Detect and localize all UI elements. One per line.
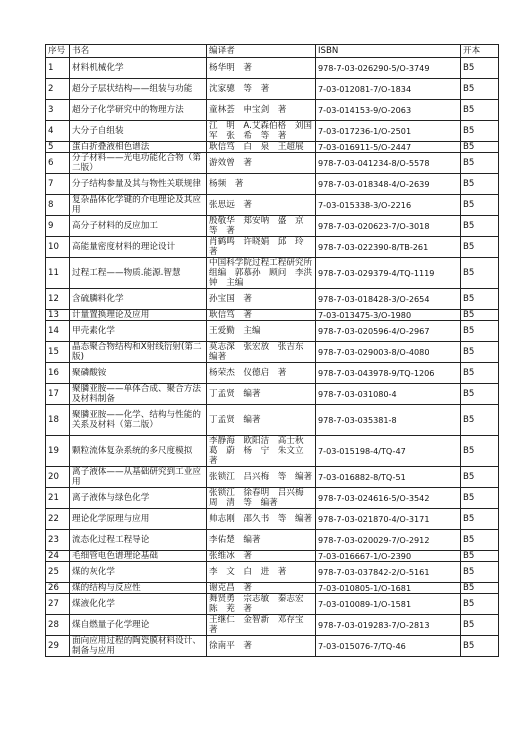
table-row	[46, 121, 499, 142]
book-format: B5	[461, 436, 499, 467]
book-title: 聚磷酸铵	[70, 363, 207, 384]
book-isbn: 7-03-014153-9/O-2063	[316, 100, 461, 121]
table-row	[46, 594, 499, 615]
book-editors: 丁孟贤 编著	[207, 384, 316, 405]
table-row	[46, 363, 499, 384]
row-index: 25	[46, 562, 70, 583]
book-format: B5	[461, 594, 499, 615]
book-editors: 丁孟贤 编著	[207, 405, 316, 436]
table-row	[46, 79, 499, 100]
header-format: 开本	[461, 45, 499, 58]
book-format: B5	[461, 551, 499, 562]
book-isbn: 978-7-03-043978-9/TQ-1206	[316, 363, 461, 384]
book-isbn: 978-7-03-024616-5/O-3542	[316, 488, 461, 509]
book-isbn: 978-7-03-031080-4	[316, 384, 461, 405]
table-row	[46, 405, 499, 436]
table-row	[46, 551, 499, 562]
book-format: B5	[461, 583, 499, 594]
book-editors: 张锁江 吕兴梅 等 编著	[207, 467, 316, 488]
book-format: B5	[461, 488, 499, 509]
book-isbn: 7-03-015076-7/TQ-46	[316, 636, 461, 657]
row-index: 3	[46, 100, 70, 121]
book-isbn: 7-03-017236-1/O-2501	[316, 121, 461, 142]
row-index: 10	[46, 237, 70, 258]
table-row	[46, 321, 499, 342]
book-isbn: 7-03-013475-3/O-1980	[316, 310, 461, 321]
book-format: B5	[461, 216, 499, 237]
header-editors: 编译者	[207, 45, 316, 58]
book-editors: 中国科学院过程工程研究所 组编 郭慕孙 顾问 李洪钟 主编	[207, 258, 316, 289]
book-format: B5	[461, 384, 499, 405]
book-title: 高分子材料的反应加工	[70, 216, 207, 237]
table-row	[46, 436, 499, 467]
book-editors: 李 文 白 进 著	[207, 562, 316, 583]
book-editors: 童林荟 申宝剑 著	[207, 100, 316, 121]
row-index: 18	[46, 405, 70, 436]
book-title: 高能量密度材料的理论设计	[70, 237, 207, 258]
table-row	[46, 467, 499, 488]
table-row	[46, 153, 499, 174]
book-editors: 游效曾 著	[207, 153, 316, 174]
row-index: 9	[46, 216, 70, 237]
row-index: 11	[46, 258, 70, 289]
book-title: 聚膦亚胺——化学、结构与性能的关系及材料（第二版）	[70, 405, 207, 436]
book-title: 蛋白折叠液相色谱法	[70, 142, 207, 153]
book-title: 聚膦亚胺——单体合成、聚合方法及材料制备	[70, 384, 207, 405]
book-format: B5	[461, 174, 499, 195]
book-format: B5	[461, 237, 499, 258]
table-row	[46, 142, 499, 153]
book-title: 煤的灰化学	[70, 562, 207, 583]
book-format: B5	[461, 615, 499, 636]
book-format: B5	[461, 363, 499, 384]
book-format: B5	[461, 121, 499, 142]
book-isbn: 978-7-03-020623-7/O-3018	[316, 216, 461, 237]
book-editors: 杨荣杰 仪德启 著	[207, 363, 316, 384]
book-format: B5	[461, 321, 499, 342]
row-index: 22	[46, 509, 70, 530]
table-row	[46, 174, 499, 195]
book-title: 超分子层状结构——组装与功能	[70, 79, 207, 100]
table-row	[46, 237, 499, 258]
book-editors: 谢克昌 著	[207, 583, 316, 594]
book-isbn: 978-7-03-037842-2/O-5161	[316, 562, 461, 583]
book-title: 晶态聚合物结构和X射线衍射(第二版)	[70, 342, 207, 363]
table-row	[46, 384, 499, 405]
row-index: 4	[46, 121, 70, 142]
book-format: B5	[461, 530, 499, 551]
book-title: 煤液化化学	[70, 594, 207, 615]
book-isbn: 7-03-015198-4/TQ-47	[316, 436, 461, 467]
book-title: 流态化过程工程导论	[70, 530, 207, 551]
book-editors: 张锁江 徐春明 吕兴梅 周 清 等 编著	[207, 488, 316, 509]
book-title: 离子液体——从基础研究到工业应用	[70, 467, 207, 488]
row-index: 1	[46, 58, 70, 79]
book-isbn: 978-7-03-020029-7/O-2912	[316, 530, 461, 551]
row-index: 21	[46, 488, 70, 509]
book-title: 甲壳素化学	[70, 321, 207, 342]
book-format: B5	[461, 636, 499, 657]
book-title: 理论化学原理与应用	[70, 509, 207, 530]
book-format: B5	[461, 289, 499, 310]
book-title: 毛细管电色谱理论基础	[70, 551, 207, 562]
book-editors: 张思远 著	[207, 195, 316, 216]
table-row	[46, 258, 499, 289]
book-editors: 李佑楚 编著	[207, 530, 316, 551]
row-index: 24	[46, 551, 70, 562]
book-editors: 王爱勤 主编	[207, 321, 316, 342]
book-editors: 张维冰 著	[207, 551, 316, 562]
book-isbn: 978-7-03-018348-4/O-2639	[316, 174, 461, 195]
book-editors: 殷敬华 郑安呐 盛 京 等 著	[207, 216, 316, 237]
row-index: 13	[46, 310, 70, 321]
book-editors: 王继仁 金智新 邓存宝 著	[207, 615, 316, 636]
row-index: 8	[46, 195, 70, 216]
book-format: B5	[461, 153, 499, 174]
book-format: B5	[461, 467, 499, 488]
book-title: 计量置换理论及应用	[70, 310, 207, 321]
row-index: 6	[46, 153, 70, 174]
book-editors: 帅志刚 邵久书 等 编著	[207, 509, 316, 530]
book-title: 煤自燃量子化学理论	[70, 615, 207, 636]
book-isbn: 7-03-010805-1/O-1681	[316, 583, 461, 594]
book-title: 复杂晶体化学键的介电理论及其应用	[70, 195, 207, 216]
book-title: 煤的结构与反应性	[70, 583, 207, 594]
book-title: 超分子化学研究中的物理方法	[70, 100, 207, 121]
book-title: 颗粒流体复杂系统的多尺度模拟	[70, 436, 207, 467]
row-index: 20	[46, 467, 70, 488]
header-index: 序号	[46, 45, 70, 58]
row-index: 27	[46, 594, 70, 615]
row-index: 17	[46, 384, 70, 405]
book-title: 离子液体与绿色化学	[70, 488, 207, 509]
table-row	[46, 100, 499, 121]
row-index: 28	[46, 615, 70, 636]
book-isbn: 7-03-012081-7/O-1834	[316, 79, 461, 100]
table-row	[46, 58, 499, 79]
book-format: B5	[461, 562, 499, 583]
book-title: 材料机械化学	[70, 58, 207, 79]
table-row	[46, 342, 499, 363]
row-index: 19	[46, 436, 70, 467]
book-editors: 杨频 著	[207, 174, 316, 195]
book-editors: 李静海 欧阳洁 高士秋 葛 蔚 杨 宁 朱文立 著	[207, 436, 316, 467]
book-title: 分子材料——光电功能化合物（第二版）	[70, 153, 207, 174]
book-editors: 孙宝国 著	[207, 289, 316, 310]
row-index: 14	[46, 321, 70, 342]
book-isbn: 978-7-03-035381-8	[316, 405, 461, 436]
book-format: B5	[461, 258, 499, 289]
book-isbn: 978-7-03-018428-3/O-2654	[316, 289, 461, 310]
book-editors: 莫志深 张宏放 张吉东 编著	[207, 342, 316, 363]
table-row	[46, 530, 499, 551]
book-isbn: 978-7-03-022390-8/TB-261	[316, 237, 461, 258]
book-editors: 沈家骢 等 著	[207, 79, 316, 100]
book-format: B5	[461, 509, 499, 530]
book-title: 大分子自组装	[70, 121, 207, 142]
header-row	[46, 45, 499, 58]
book-isbn: 7-03-016882-8/TQ-51	[316, 467, 461, 488]
row-index: 12	[46, 289, 70, 310]
table-row	[46, 488, 499, 509]
book-isbn: 978-7-03-029379-4/TQ-1119	[316, 258, 461, 289]
book-format: B5	[461, 405, 499, 436]
book-title: 含硫膦料化学	[70, 289, 207, 310]
book-format: B5	[461, 79, 499, 100]
table-row	[46, 583, 499, 594]
book-format: B5	[461, 100, 499, 121]
row-index: 5	[46, 142, 70, 153]
book-isbn: 978-7-03-026290-5/O-3749	[316, 58, 461, 79]
book-format: B5	[461, 58, 499, 79]
header-title: 书名	[70, 45, 207, 58]
book-catalog-table	[45, 44, 499, 657]
book-editors: 耿信笃 著	[207, 310, 316, 321]
book-editors: 徐南平 著	[207, 636, 316, 657]
book-title: 分子结构参量及其与物性关联规律	[70, 174, 207, 195]
table-row	[46, 310, 499, 321]
book-isbn: 7-03-010089-1/O-1581	[316, 594, 461, 615]
book-format: B5	[461, 195, 499, 216]
table-row	[46, 289, 499, 310]
header-isbn: ISBN	[316, 45, 461, 58]
book-isbn: 978-7-03-020596-4/O-2967	[316, 321, 461, 342]
book-editors: 肖鹤鸣 许晓娟 邱 玲 著	[207, 237, 316, 258]
book-editors: 江 明 A.艾森伯格 刘国军 张 希 等 著	[207, 121, 316, 142]
book-isbn: 7-03-016667-1/O-2390	[316, 551, 461, 562]
book-editors: 耿信笃 白 泉 王超展	[207, 142, 316, 153]
book-format: B5	[461, 342, 499, 363]
table-body	[46, 58, 499, 657]
row-index: 23	[46, 530, 70, 551]
table-row	[46, 562, 499, 583]
book-title: 面向应用过程的陶瓷膜材料设计、制备与应用	[70, 636, 207, 657]
row-index: 2	[46, 79, 70, 100]
book-editors: 杨华明 著	[207, 58, 316, 79]
row-index: 26	[46, 583, 70, 594]
book-isbn: 7-03-016911-5/O-2447	[316, 142, 461, 153]
row-index: 15	[46, 342, 70, 363]
table-row	[46, 509, 499, 530]
table-row	[46, 615, 499, 636]
row-index: 16	[46, 363, 70, 384]
book-isbn: 978-7-03-029003-8/O-4080	[316, 342, 461, 363]
book-isbn: 7-03-015338-3/O-2216	[316, 195, 461, 216]
book-editors: 舞贤勇 宗志敏 秦志宏 陈 茺 著	[207, 594, 316, 615]
table-row	[46, 216, 499, 237]
book-catalog-sheet	[45, 44, 498, 657]
row-index: 7	[46, 174, 70, 195]
book-isbn: 978-7-03-041234-8/O-5578	[316, 153, 461, 174]
row-index: 29	[46, 636, 70, 657]
book-isbn: 978-7-03-021870-4/O-3171	[316, 509, 461, 530]
table-row	[46, 636, 499, 657]
book-title: 过程工程——物质.能源.智慧	[70, 258, 207, 289]
book-format: B5	[461, 142, 499, 153]
book-format: B5	[461, 310, 499, 321]
book-isbn: 978-7-03-019283-7/O-2813	[316, 615, 461, 636]
table-row	[46, 195, 499, 216]
